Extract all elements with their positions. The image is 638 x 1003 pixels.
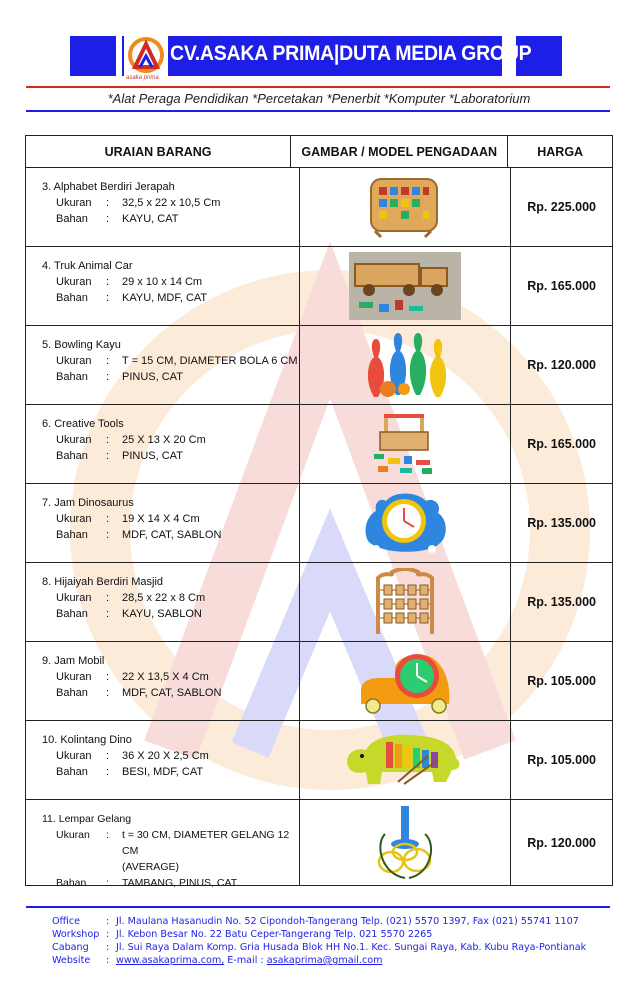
header-blue-rule <box>26 110 610 112</box>
item-size: 29 x 10 x 14 Cm <box>122 276 203 288</box>
item-material: PINUS, CAT <box>122 450 183 462</box>
branch-address: Jl. Sui Raya Dalam Komp. Gria Husada Blok HH No.1. Kec. Sungai Raya, Kab. Kubu Raya-Pontianak <box>116 942 587 953</box>
office-address: Jl. Maulana Hasanudin No. 52 Cipondoh-Tangerang Telp. (021) 5570 1397, Fax (021) 55741 1107 <box>116 916 579 927</box>
material-label: Bahan <box>56 292 88 304</box>
letterhead-banner <box>70 36 562 81</box>
material-label: Bahan <box>56 371 88 383</box>
size-label: Ukuran <box>56 355 92 367</box>
item-name: 5. Bowling Kayu <box>42 339 121 351</box>
item-price: Rp. 105.000 <box>527 674 596 688</box>
item-name: 6. Creative Tools <box>42 418 124 430</box>
item-price: Rp. 165.000 <box>527 279 596 293</box>
workshop-label: Workshop <box>52 929 100 940</box>
item-size-note: (AVERAGE) <box>122 861 179 873</box>
branch-colon: : <box>106 942 110 953</box>
workshop-address: Jl. Kebon Besar No. 22 Batu Ceper-Tangerang Telp. 021 5570 2265 <box>116 929 433 940</box>
item-material: MDF, CAT, SABLON <box>122 529 222 541</box>
item-size: 32,5 x 22 x 10,5 Cm <box>122 197 221 209</box>
tool-box-icon <box>300 405 511 483</box>
size-colon: : <box>106 829 109 841</box>
size-colon: : <box>106 513 110 525</box>
material-colon: : <box>106 292 110 304</box>
company-logo-icon <box>124 36 168 78</box>
size-label: Ukuran <box>56 434 92 446</box>
material-colon: : <box>106 877 109 889</box>
item-name: 3. Alphabet Berdiri Jerapah <box>42 181 175 193</box>
item-material: PINUS, CAT <box>122 371 183 383</box>
table-row <box>26 247 612 326</box>
size-colon: : <box>106 750 110 762</box>
footer-contacts <box>52 915 586 967</box>
table-row <box>26 484 612 563</box>
header-price: HARGA <box>537 144 584 159</box>
size-label: Ukuran <box>56 276 92 288</box>
item-description <box>26 405 300 483</box>
company-name: CV.ASAKA PRIMA|DUTA MEDIA GROUP <box>170 42 532 65</box>
office-label: Office <box>52 916 81 927</box>
table-row <box>26 326 612 405</box>
abacus-rack-icon <box>300 563 511 641</box>
header-red-rule <box>26 86 610 88</box>
item-size: 36 X 20 X 2,5 Cm <box>122 750 209 762</box>
item-description <box>26 800 300 889</box>
size-label: Ukuran <box>56 513 92 525</box>
header-item: URAIAN BARANG <box>26 136 291 167</box>
size-label: Ukuran <box>56 829 90 841</box>
logo-subtext: asaka prima <box>126 75 159 81</box>
branch-label: Cabang <box>52 942 89 953</box>
item-price: Rp. 225.000 <box>527 200 596 214</box>
item-name: 4. Truk Animal Car <box>42 260 133 272</box>
material-colon: : <box>106 687 110 699</box>
table-row <box>26 563 612 642</box>
item-name: 8. Hijaiyah Berdiri Masjid <box>42 576 164 588</box>
item-price: Rp. 120.000 <box>527 358 596 372</box>
alphabet-board-icon <box>300 168 511 246</box>
car-clock-icon <box>300 642 511 720</box>
size-colon: : <box>106 671 110 683</box>
material-colon: : <box>106 529 110 541</box>
material-label: Bahan <box>56 687 88 699</box>
size-colon: : <box>106 197 110 209</box>
item-description <box>26 326 300 404</box>
item-size: 22 X 13,5 X 4 Cm <box>122 671 209 683</box>
table-header-row <box>26 136 612 168</box>
tagline: *Alat Peraga Pendidikan *Percetakan *Penerbit *Komputer *Laboratorium <box>107 91 531 106</box>
header-image: GAMBAR / MODEL PENGADAAN <box>291 136 508 167</box>
item-name: 9. Jam Mobil <box>42 655 105 667</box>
item-price: Rp. 135.000 <box>527 595 596 609</box>
office-colon: : <box>106 916 110 927</box>
table-row <box>26 405 612 484</box>
item-name: 7. Jam Dinosaurus <box>42 497 134 509</box>
bowling-pins-icon <box>300 326 511 404</box>
material-colon: : <box>106 608 110 620</box>
item-material: KAYU, CAT <box>122 213 179 225</box>
item-name: 11. Lempar Gelang <box>42 813 132 825</box>
item-description <box>26 642 300 720</box>
table-row <box>26 721 612 800</box>
item-material: KAYU, MDF, CAT <box>122 292 208 304</box>
workshop-colon: : <box>106 929 110 940</box>
item-material: TAMBANG, PINUS, CAT <box>122 877 238 889</box>
item-price: Rp. 135.000 <box>527 516 596 530</box>
item-material: BESI, MDF, CAT <box>122 766 204 778</box>
item-size: 25 X 13 X 20 Cm <box>122 434 206 446</box>
material-label: Bahan <box>56 608 88 620</box>
material-colon: : <box>106 766 110 778</box>
table-row <box>26 800 612 889</box>
size-colon: : <box>106 276 110 288</box>
item-price: Rp. 105.000 <box>527 753 596 767</box>
ring-toss-icon <box>300 800 511 885</box>
table-row <box>26 642 612 721</box>
size-label: Ukuran <box>56 750 92 762</box>
item-material: MDF, CAT, SABLON <box>122 687 222 699</box>
email-link[interactable]: asakaprima@gmail.com <box>266 955 383 966</box>
email-label: E-mail : <box>224 955 267 966</box>
xylophone-dino-icon <box>300 721 511 799</box>
item-description <box>26 721 300 799</box>
material-label: Bahan <box>56 450 88 462</box>
toy-truck-icon <box>300 247 511 325</box>
item-size: T = 15 CM, DIAMETER BOLA 6 CM <box>122 355 298 367</box>
table-row <box>26 168 612 247</box>
size-colon: : <box>106 434 110 446</box>
footer-blue-rule <box>26 906 610 908</box>
website-link[interactable]: www.asakaprima.com, <box>116 955 225 966</box>
website-colon: : <box>106 955 110 966</box>
website-label: Website <box>52 955 91 966</box>
material-label: Bahan <box>56 766 88 778</box>
size-label: Ukuran <box>56 592 92 604</box>
dino-clock-icon <box>300 484 511 562</box>
size-colon: : <box>106 592 110 604</box>
material-label: Bahan <box>56 877 87 889</box>
material-colon: : <box>106 450 110 462</box>
material-label: Bahan <box>56 529 88 541</box>
item-description <box>26 168 300 246</box>
size-label: Ukuran <box>56 671 92 683</box>
item-price: Rp. 165.000 <box>527 437 596 451</box>
item-size: 28,5 x 22 x 8 Cm <box>122 592 206 604</box>
material-colon: : <box>106 213 110 225</box>
item-price: Rp. 120.000 <box>527 835 596 850</box>
material-label: Bahan <box>56 213 88 225</box>
material-colon: : <box>106 371 110 383</box>
item-description <box>26 247 300 325</box>
item-description <box>26 484 300 562</box>
item-name: 10. Kolintang Dino <box>42 734 132 746</box>
item-description <box>26 563 300 641</box>
banner-left-block <box>70 36 116 76</box>
item-size: 19 X 14 X 4 Cm <box>122 513 200 525</box>
item-size: t = 30 CM, DIAMETER GELANG 12 CM <box>122 829 290 857</box>
size-label: Ukuran <box>56 197 92 209</box>
price-table <box>25 135 613 889</box>
item-material: KAYU, SABLON <box>122 608 202 620</box>
size-colon: : <box>106 355 110 367</box>
